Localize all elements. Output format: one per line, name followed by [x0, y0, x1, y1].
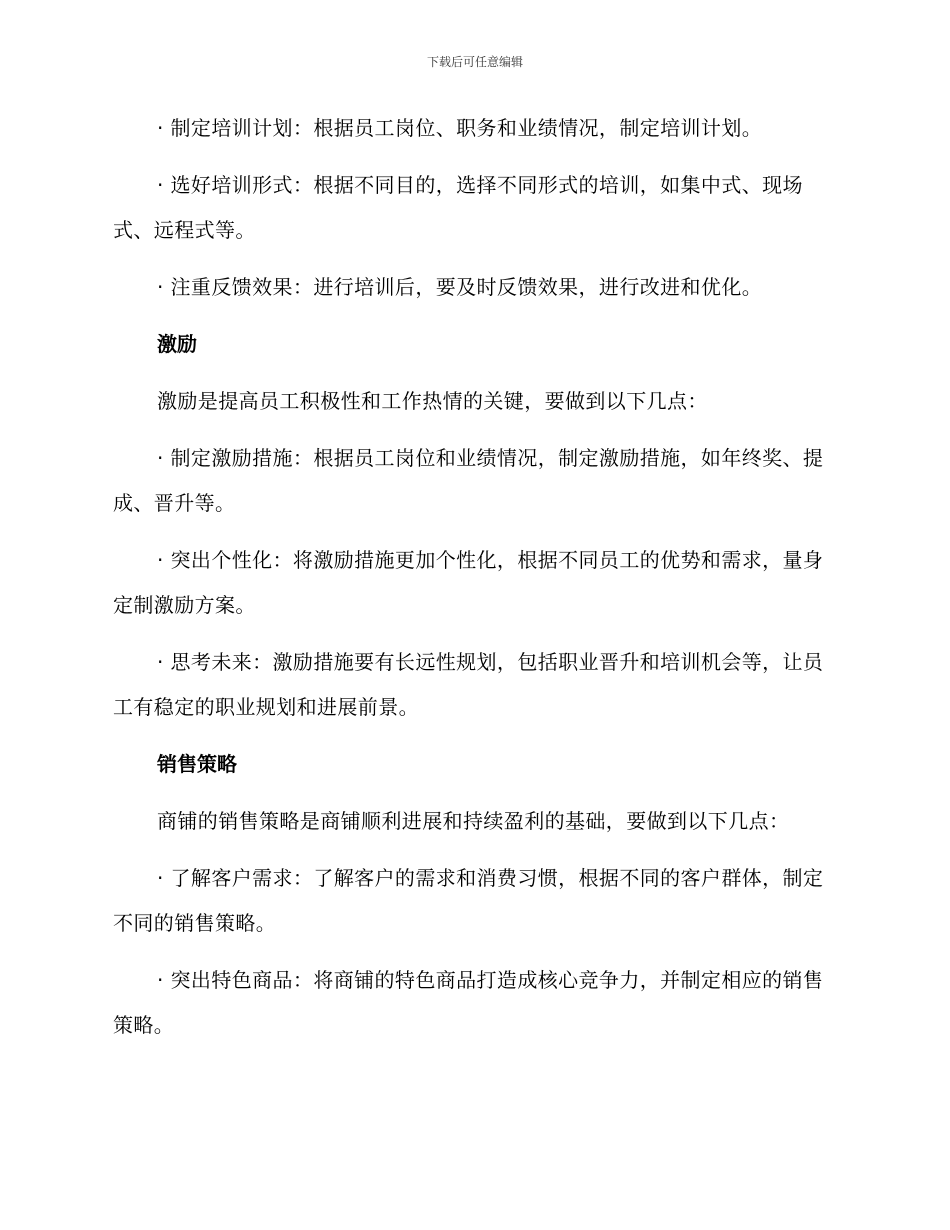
document-body [113, 106, 825, 1060]
section-heading-incentive: 激励 [157, 332, 197, 356]
bullet-training-plan: · 制定培训计划：根据员工岗位、职务和业绩情况，制定培训计划。 [157, 116, 763, 140]
page-header: 下载后可任意编辑 [426, 55, 523, 69]
bullet-feedback: · 注重反馈效果：进行培训后，要及时反馈效果，进行改进和优化。 [157, 275, 763, 299]
incentive-intro: 激励是提高员工积极性和工作热情的关键，要做到以下几点： [157, 389, 708, 413]
section-heading-sales-strategy: 销售策略 [157, 752, 237, 776]
bullet-incentive-measures: · 制定激励措施：根据员工岗位和业绩情况，制定激励措施，如年终奖、提成、晋升等。 [113, 446, 824, 515]
bullet-training-format: · 选好培训形式：根据不同目的，选择不同形式的培训，如集中式、现场式、远程式等。 [113, 173, 803, 242]
bullet-featured-products: · 突出特色商品：将商铺的特色商品打造成核心竞争力，并制定相应的销售策略。 [113, 968, 824, 1037]
bullet-future: · 思考未来：激励措施要有长远性规划，包括职业晋升和培训机会等，让员工有稳定的职业规划和进展前景。 [113, 650, 824, 719]
sales-strategy-intro: 商铺的销售策略是商铺顺利进展和持续盈利的基础，要做到以下几点： [157, 809, 790, 833]
bullet-customer-needs: · 了解客户需求：了解客户的需求和消费习惯，根据不同的客户群体，制定不同的销售策略。 [113, 866, 824, 935]
bullet-personalization: · 突出个性化：将激励措施更加个性化，根据不同员工的优势和需求，量身定制激励方案。 [113, 548, 824, 617]
